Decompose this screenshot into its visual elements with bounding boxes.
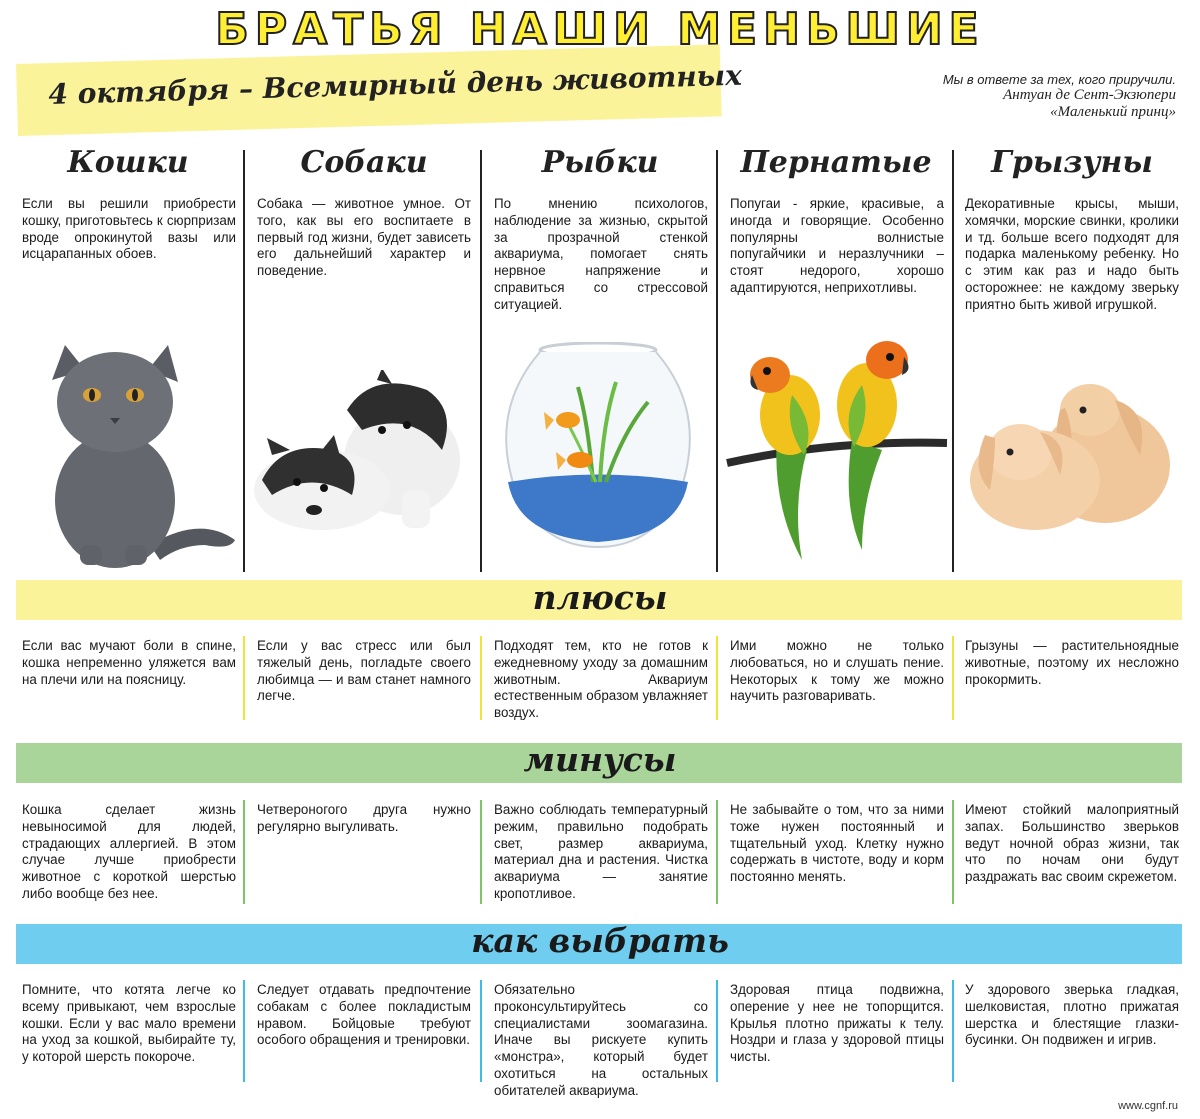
plus-text-birds: Ими можно не только любоваться, но и слушать пение. Некоторых к тому же можно научить разговаривать. [730,638,944,704]
column-title-birds: Пернатые [740,145,932,180]
column-divider [243,150,245,572]
column-divider [716,150,718,572]
choose-divider [480,980,482,1082]
aquarium-image [498,342,698,552]
plus-text-rodents: Грызуны — растительноядные животные, поэтому их несложно прокормить. [965,638,1179,687]
quote-text: Мы в ответе за тех, кого приручили. [942,72,1176,87]
dogs-image [252,370,472,540]
footer-url: www.cgnf.ru [1118,1100,1178,1112]
minus-section-title: минусы [523,740,677,779]
choose-text-dogs: Следует отдавать предпочтение собакам с более покладистым нравом. Бойцовые требуют особого обращения и тренировки. [257,982,471,1048]
minus-text-cats: Кошка сделает жизнь невыносимой для людей, страдающих аллергией. В этом случае лучше приобрести животное с короткой шерстью либо вообще без нее. [22,802,236,901]
quote-source: «Маленький принц» [1050,104,1176,120]
intro-text-fish: По мнению психологов, наблюдение за жизнью, скрытой за прозрачной стенкой аквариума, помогает снять нервное напряжение и справиться со стрессовой ситуацией. [494,196,708,312]
intro-text-dogs: Собака — животное умное. От того, как вы его воспитаете в первый год жизни, будет зависеть его дальнейший характер и поведение. [257,196,471,279]
intro-text-rodents: Декоративные крысы, мыши, хомячки, морские свинки, кролики и тд. больше всего подходят для подарка маленькому ребенку. Но с этим как раз и надо быть осторожнее: не каждому зверьку приятно быть живой игрушкой. [965,196,1179,312]
minus-text-fish: Важно соблюдать температурный режим, правильно подобрать свет, размер аквариума, материал дна и растения. Чистка аквариума — занятие кропотливое. [494,802,708,901]
intro-text-birds: Попугаи - яркие, красивые, а иногда и говорящие. Особенно популярны волнистые попугайчики и неразлучники – стоят недорого, хорошо адаптируются, неприхотливы. [730,196,944,295]
plus-text-cats: Если вас мучают боли в спине, кошка непременно уляжется вам на плечи или на поясницу. [22,638,236,687]
epigraph-quote [943,72,1176,121]
quote-author: Антуан де Сент-Экзюпери [1003,87,1176,103]
column-title-cats: Кошки [67,145,189,180]
plus-section-title: плюсы [532,578,668,617]
column-title-rodents: Грызуны [991,145,1153,180]
plus-text-dogs: Если у вас стресс или был тяжелый день, погладьте своего любимца — и вам станет намного легче. [257,638,471,704]
intro-text-cats: Если вы решили приобрести кошку, приготовьтесь к сюрпризам вроде опрокинутой вазы или исцарапанных обоев. [22,196,236,262]
minus-divider [716,800,718,904]
plus-divider [480,636,482,720]
parrots-image [722,335,950,565]
page-title: БРАТЬЯ НАШИ МЕНЬШИЕ [215,4,985,55]
rabbits-image [965,370,1175,540]
date-banner-text: 4 октября – Всемирный день животных [48,58,743,111]
cat-image [30,340,240,570]
column-title-dogs: Собаки [300,145,428,180]
plus-divider [243,636,245,720]
column-title-fish: Рыбки [541,145,659,180]
minus-divider [480,800,482,904]
choose-section-title: как выбрать [471,921,729,960]
column-divider [480,150,482,572]
minus-text-dogs: Четвероногого друга нужно регулярно выгуливать. [257,802,471,834]
choose-text-cats: Помните, что котята легче ко всему привыкают, чем взрослые кошки. Если у вас мало времени на уход за кошкой, выбирайте ту, у которой шерсть покороче. [22,982,236,1065]
choose-text-fish: Обязательно проконсультируйтесь со специалистами зоомагазина. Иначе вы рискуете купить «монстра», который будет охотиться на остальных обитателей аквариума. [494,982,708,1098]
plus-text-fish: Подходят тем, кто не готов к ежедневному уходу за домашним животным. Аквариум естественным образом увлажняет воздух. [494,638,708,721]
choose-text-rodents: У здорового зверька гладкая, шелковистая, плотно прижатая шерстка и блестящие глазки-бусинки. Он подвижен и игрив. [965,982,1179,1048]
choose-divider [716,980,718,1082]
minus-divider [952,800,954,904]
minus-text-rodents: Имеют стойкий малоприятный запах. Большинство зверьков ведут ночной образ жизни, так что по ночам они будут раздражать вас своим скрежетом. [965,802,1179,885]
choose-text-birds: Здоровая птица подвижна, оперение у нее не топорщится. Крылья плотно прижаты к телу. Ноздри и глаза у здоровой птицы чисты. [730,982,944,1065]
plus-divider [716,636,718,720]
choose-divider [243,980,245,1082]
plus-divider [952,636,954,720]
choose-divider [952,980,954,1082]
column-divider [952,150,954,572]
minus-text-birds: Не забывайте о том, что за ними тоже нужен постоянный и тщательный уход. Клетку нужно содержать в чистоте, воду и корм постоянно менять. [730,802,944,885]
minus-divider [243,800,245,904]
